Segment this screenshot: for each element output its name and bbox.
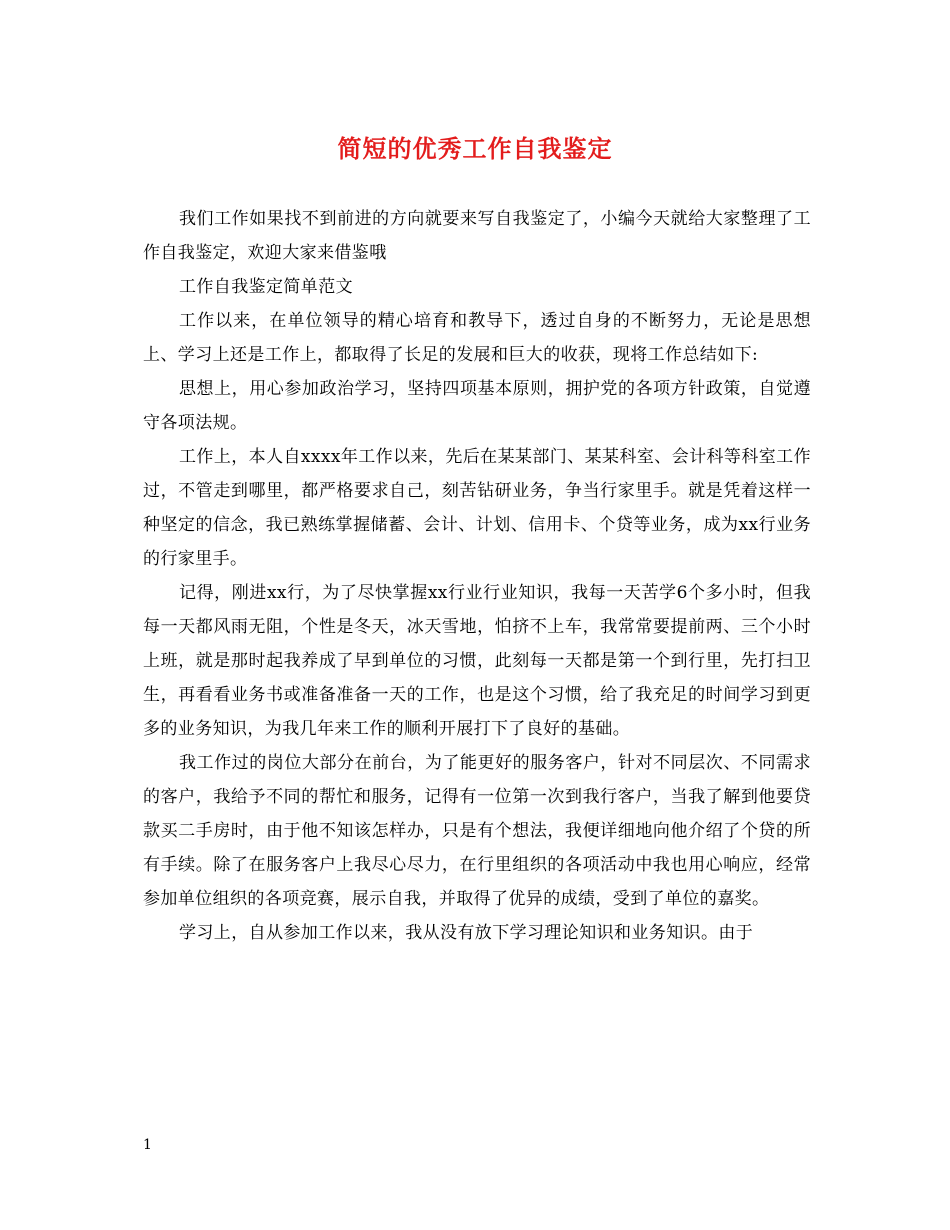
document-body [143,202,811,950]
paragraph-service: 我工作过的岗位大部分在前台，为了能更好的服务客户，针对不同层次、不同需求的客户，我给予不同的帮忙和服务，记得有一位第一次到我行客户，当我了解到他要贷款买二手房时，由于他不知该怎样办，只是有个想法，我便详细地向他介绍了个贷的所有手续。除了在服务客户上我尽心尽力，在行里组织的各项活动中我也用心响应，经常参加单位组织的各项竞赛，展示自我，并取得了优异的成绩，受到了单位的嘉奖。 [143,753,811,909]
paragraph-thought: 思想上，用心参加政治学习，坚持四项基本原则，拥护党的各项方针政策，自觉遵守各项法规。 [143,379,811,433]
paragraph-memory: 记得，刚进xx行，为了尽快掌握xx行业行业知识，我每一天苦学6个多小时，但我每一天都风雨无阻，个性是冬天，冰天雪地，怕挤不上车，我常常要提前两、三个小时上班，就是那时起我养成了早到单位的习惯，此刻每一天都是第一个到行里，先打扫卫生，再看看业务书或准备准备一天的工作，也是这个习惯，给了我充足的时间学习到更多的业务知识，为我几年来工作的顺利开展打下了良好的基础。 [143,583,811,739]
paragraph-intro: 我们工作如果找不到前进的方向就要来写自我鉴定了，小编今天就给大家整理了工作自我鉴定，欢迎大家来借鉴哦 [143,209,811,263]
paragraph-study: 学习上，自从参加工作以来，我从没有放下学习理论知识和业务知识。由于 [179,923,754,943]
page-number: 1 [143,1137,152,1153]
document-title: 简短的优秀工作自我鉴定 [337,134,613,163]
paragraph-section-heading: 工作自我鉴定简单范文 [179,277,353,297]
paragraph-opening: 工作以来，在单位领导的精心培育和教导下，透过自身的不断努力，无论是思想上、学习上还是工作上，都取得了长足的发展和巨大的收获，现将工作总结如下: [143,311,811,365]
paragraph-work: 工作上，本人自xxxx年工作以来，先后在某某部门、某某科室、会计科等科室工作过，不管走到哪里，都严格要求自己，刻苦钻研业务，争当行家里手。就是凭着这样一种坚定的信念，我已熟练掌握储蓄、会计、计划、信用卡、个贷等业务，成为xx行业务的行家里手。 [143,447,811,569]
